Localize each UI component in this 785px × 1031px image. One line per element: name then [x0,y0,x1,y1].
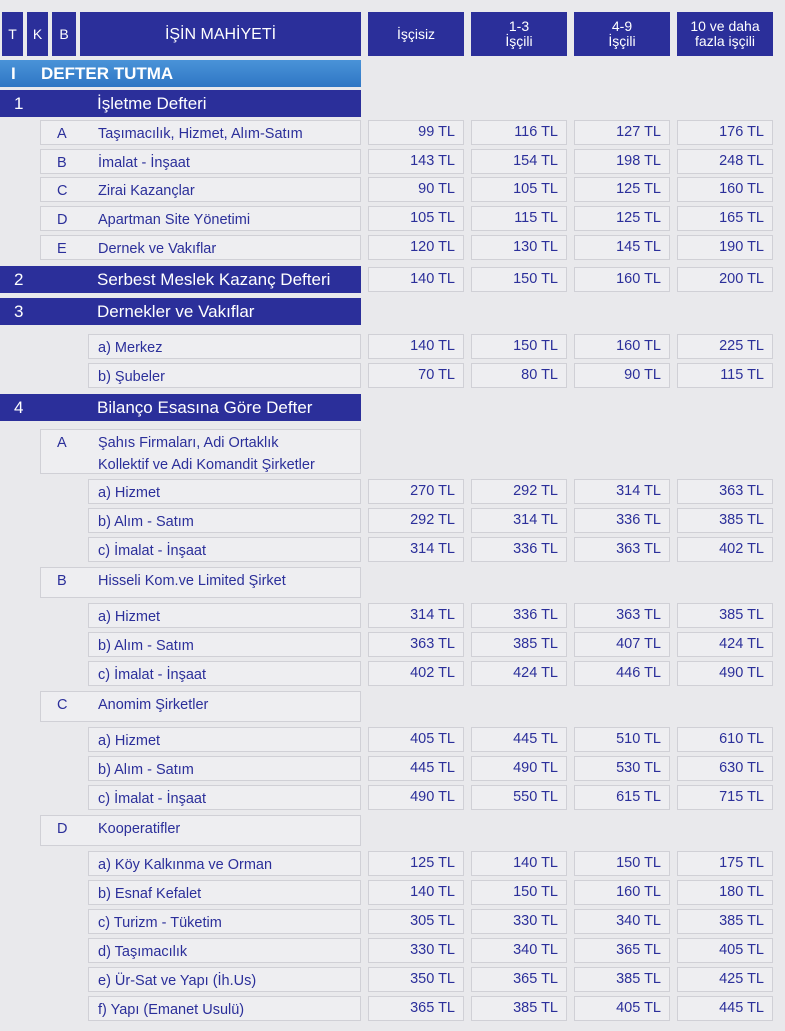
row-label [88,996,361,1021]
row-label [88,632,361,657]
row-code: D [57,212,68,228]
value-cell: 490 TL [471,756,567,781]
row-text: Zirai Kazançlar [98,183,195,199]
row-text: b) Alım - Satım [98,514,194,530]
value-cell: 363 TL [368,632,464,657]
value-cell: 160 TL [574,267,670,292]
value-cell: 350 TL [368,967,464,992]
value-cell: 198 TL [574,149,670,174]
header-k: K [27,12,48,56]
section-title: DEFTER TUTMA [41,64,174,83]
value-cell: 405 TL [677,938,773,963]
value-cell: 165 TL [677,206,773,231]
row-text: Taşımacılık, Hizmet, Alım-Satım [98,126,303,142]
group-code: D [57,821,68,837]
value-cell: 336 TL [471,537,567,562]
value-cell: 365 TL [368,996,464,1021]
value-cell: 490 TL [368,785,464,810]
row-text: Dernek ve Vakıflar [98,241,217,257]
row-code: C [57,183,68,199]
value-cell: 402 TL [677,537,773,562]
row-label [88,851,361,876]
value-cell: 292 TL [368,508,464,533]
value-cell: 365 TL [574,938,670,963]
value-cell: 125 TL [574,206,670,231]
row-label [88,756,361,781]
header-title: İŞİN MAHİYETİ [80,12,361,56]
value-cell: 385 TL [677,508,773,533]
row-code: A [57,126,67,142]
value-cell: 407 TL [574,632,670,657]
header-col-0: İşçisiz [368,12,464,56]
header-b: B [52,12,76,56]
band-4 [0,394,361,421]
value-cell: 402 TL [368,661,464,686]
band-number: 2 [14,270,24,289]
row-label [40,235,361,260]
value-cell: 115 TL [471,206,567,231]
value-cell: 150 TL [471,880,567,905]
value-cell: 445 TL [368,756,464,781]
value-cell: 105 TL [368,206,464,231]
value-cell: 340 TL [471,938,567,963]
value-cell: 140 TL [471,851,567,876]
row-text: c) İmalat - İnşaat [98,543,206,559]
row-text: b) Şubeler [98,369,165,385]
row-text: b) Esnaf Kefalet [98,886,202,902]
value-cell: 140 TL [368,267,464,292]
value-cell: 314 TL [368,537,464,562]
band-2 [0,266,361,293]
group-title: Şahıs Firmaları, Adi Ortaklık Kollektif ve Adi Komandit Şirketler [98,435,315,473]
row-label [88,880,361,905]
row-label [40,120,361,145]
value-cell: 176 TL [677,120,773,145]
value-cell: 160 TL [574,880,670,905]
band-number: 4 [14,398,24,417]
row-text: a) Köy Kalkınma ve Orman [98,857,273,873]
value-cell: 336 TL [574,508,670,533]
value-cell: 363 TL [574,603,670,628]
band-3 [0,298,361,325]
value-cell: 90 TL [368,177,464,202]
value-cell: 305 TL [368,909,464,934]
band-title: Serbest Meslek Kazanç Defteri [97,270,331,289]
value-cell: 363 TL [677,479,773,504]
value-cell: 550 TL [471,785,567,810]
value-cell: 248 TL [677,149,773,174]
band-title: İşletme Defteri [97,94,207,113]
value-cell: 314 TL [574,479,670,504]
header-t: T [2,12,23,56]
value-cell: 365 TL [471,967,567,992]
group-label [40,691,361,722]
value-cell: 330 TL [368,938,464,963]
row-text: e) Ür-Sat ve Yapı (İh.Us) [98,973,257,989]
row-label [88,537,361,562]
row-text: f) Yapı (Emanet Usulü) [98,1002,245,1018]
value-cell: 292 TL [471,479,567,504]
header-col-3: 10 ve daha fazla işçili [677,12,773,56]
value-cell: 70 TL [368,363,464,388]
value-cell: 150 TL [471,267,567,292]
value-cell: 363 TL [574,537,670,562]
section-number: I [11,64,16,83]
value-cell: 80 TL [471,363,567,388]
value-cell: 145 TL [574,235,670,260]
row-label [88,363,361,388]
band-title: Bilanço Esasına Göre Defter [97,398,313,417]
value-cell: 115 TL [677,363,773,388]
group-label [40,429,361,474]
value-cell: 190 TL [677,235,773,260]
row-label [88,938,361,963]
row-text: a) Hizmet [98,485,161,501]
value-cell: 160 TL [574,334,670,359]
group-title: Anomim Şirketler [98,697,209,713]
row-text: a) Merkez [98,340,163,356]
value-cell: 424 TL [677,632,773,657]
group-label [40,815,361,846]
value-cell: 140 TL [368,334,464,359]
row-label [40,177,361,202]
row-label [40,206,361,231]
row-label [88,661,361,686]
value-cell: 225 TL [677,334,773,359]
value-cell: 446 TL [574,661,670,686]
row-label [88,334,361,359]
value-cell: 150 TL [471,334,567,359]
group-code: A [57,435,67,451]
row-label [88,785,361,810]
row-text: c) İmalat - İnşaat [98,667,206,683]
row-text: Apartman Site Yönetimi [98,212,251,228]
value-cell: 175 TL [677,851,773,876]
value-cell: 130 TL [471,235,567,260]
group-title: Hisseli Kom.ve Limited Şirket [98,573,286,589]
row-text: a) Hizmet [98,609,161,625]
group-title: Kooperatifler [98,821,181,837]
value-cell: 116 TL [471,120,567,145]
group-code: C [57,697,68,713]
band-number: 3 [14,302,24,321]
value-cell: 610 TL [677,727,773,752]
row-code: B [57,155,67,171]
value-cell: 630 TL [677,756,773,781]
value-cell: 143 TL [368,149,464,174]
header-col-1: 1-3 İşçili [471,12,567,56]
row-label [88,603,361,628]
row-text: a) Hizmet [98,733,161,749]
band-1 [0,90,361,117]
row-code: E [57,241,67,257]
value-cell: 180 TL [677,880,773,905]
row-text: c) İmalat - İnşaat [98,791,206,807]
value-cell: 270 TL [368,479,464,504]
value-cell: 405 TL [368,727,464,752]
value-cell: 154 TL [471,149,567,174]
value-cell: 330 TL [471,909,567,934]
value-cell: 314 TL [471,508,567,533]
value-cell: 140 TL [368,880,464,905]
value-cell: 105 TL [471,177,567,202]
value-cell: 530 TL [574,756,670,781]
value-cell: 385 TL [677,909,773,934]
value-cell: 200 TL [677,267,773,292]
value-cell: 615 TL [574,785,670,810]
value-cell: 125 TL [574,177,670,202]
row-label [88,727,361,752]
value-cell: 127 TL [574,120,670,145]
value-cell: 125 TL [368,851,464,876]
band-number: 1 [14,94,24,113]
row-label [40,149,361,174]
value-cell: 120 TL [368,235,464,260]
row-text: İmalat - İnşaat [98,155,190,171]
value-cell: 385 TL [471,996,567,1021]
band-title: Dernekler ve Vakıflar [97,302,255,321]
value-cell: 314 TL [368,603,464,628]
value-cell: 99 TL [368,120,464,145]
value-cell: 425 TL [677,967,773,992]
section-defter-tutma [0,60,361,87]
value-cell: 340 TL [574,909,670,934]
value-cell: 90 TL [574,363,670,388]
header-col-2: 4-9 İşçili [574,12,670,56]
value-cell: 160 TL [677,177,773,202]
value-cell: 385 TL [574,967,670,992]
row-label [88,479,361,504]
row-text: b) Alım - Satım [98,762,194,778]
row-text: b) Alım - Satım [98,638,194,654]
row-text: c) Turizm - Tüketim [98,915,222,931]
value-cell: 385 TL [677,603,773,628]
value-cell: 490 TL [677,661,773,686]
value-cell: 445 TL [471,727,567,752]
row-label [88,967,361,992]
group-code: B [57,573,67,589]
value-cell: 424 TL [471,661,567,686]
value-cell: 510 TL [574,727,670,752]
value-cell: 715 TL [677,785,773,810]
row-text: d) Taşımacılık [98,944,188,960]
value-cell: 385 TL [471,632,567,657]
group-label [40,567,361,598]
value-cell: 445 TL [677,996,773,1021]
value-cell: 150 TL [574,851,670,876]
row-label [88,909,361,934]
row-label [88,508,361,533]
value-cell: 336 TL [471,603,567,628]
value-cell: 405 TL [574,996,670,1021]
